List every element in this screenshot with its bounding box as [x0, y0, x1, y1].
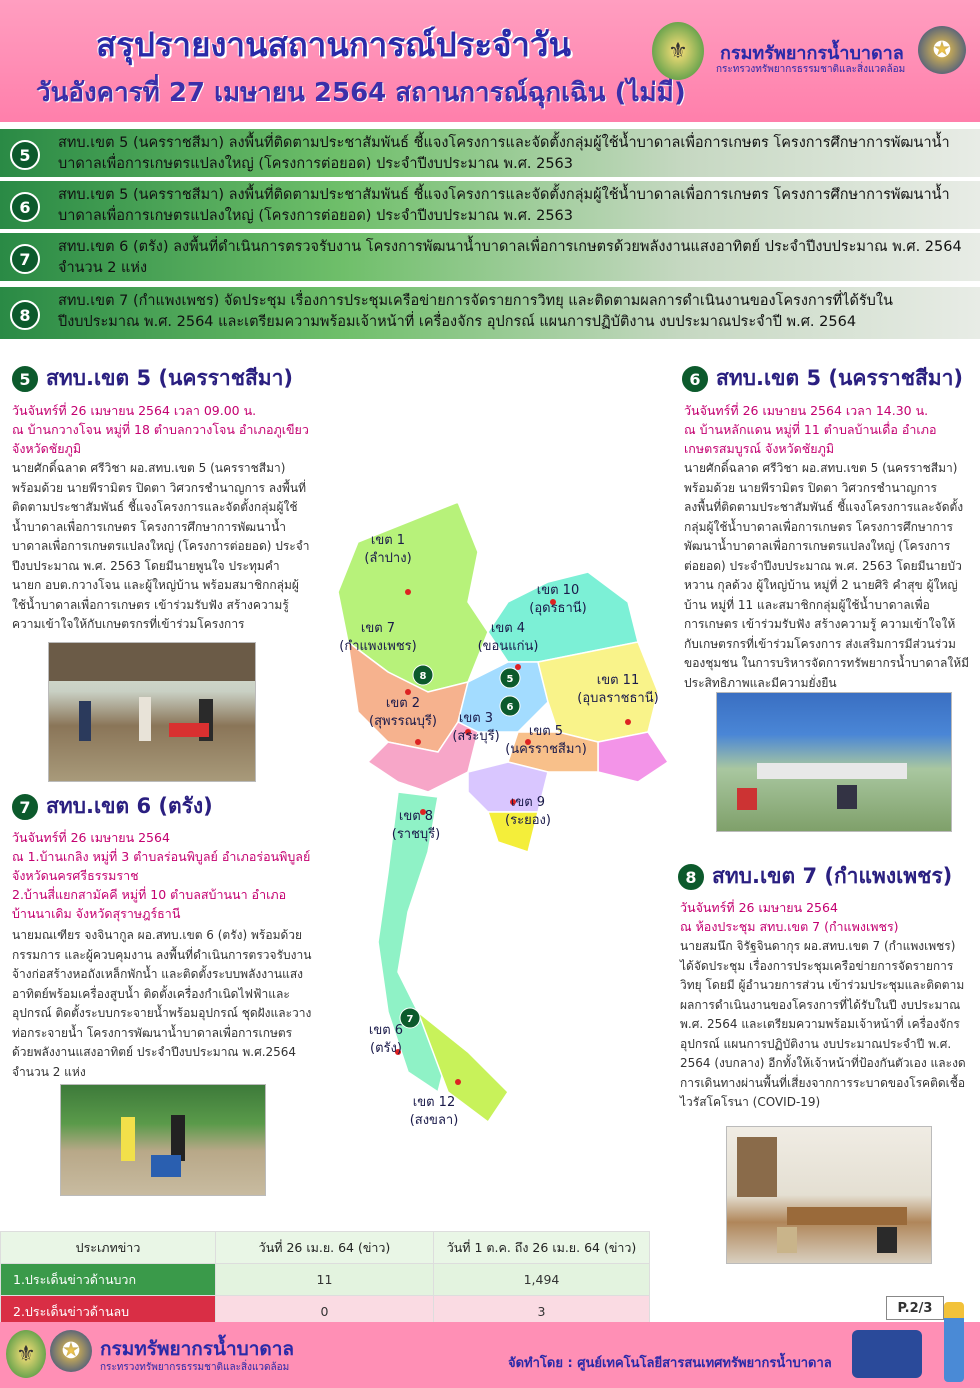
map-label: (ตรัง): [370, 1041, 402, 1056]
section-7-body: นายมณเฑียร จงจินากูล ผอ.สทบ.เขต 6 (ตรัง) พร้อมด้วยกรรมการ และผู้ควบคุมงาน ลงพื้นที่ดำเนินการตรวจรับงานจ้างก่อสร้างหอถังเหล็กพักน้ำ และติดตั้งระบบพลังงานแสงอาทิตย์พร้อมเครื่องสูบน้ำ ติดตั้งเครื่องกำเนิดไฟฟ้าและอุปกรณ์ ติดตั้งระบบกระจายน้ำพร้อมอุปกรณ์ ชุดฝังและวางท่อกระจายน้ำ โครงการพัฒนาน้ำบาดาลเพื่อการเกษตรด้วยพลังงานแสงอาทิตย์ ประจำปีงบประมาณ พ.ศ.2564 จำนวน 2 แห่ง: [12, 928, 312, 1079]
page-number: P.2/3: [886, 1296, 944, 1320]
map-label: (ลำปาง): [364, 551, 412, 566]
map-label: เขต 4: [490, 621, 526, 636]
summary-row: 7 สทบ.เขต 6 (ตรัง) ลงพื้นที่ดำเนินการตรวจรับงาน โครงการพัฒนาน้ำบาดาลเพื่อการเกษตรด้วยพลังงานแสงอาทิตย์ ประจำปีงบประมาณ พ.ศ. 2564 จำนวน 2 แห่ง: [0, 231, 980, 281]
map-label: (ขอนแก่น): [477, 639, 539, 654]
map-label: (สระบุรี): [452, 729, 500, 744]
section-5-title: 5 สทบ.เขต 5 (นครราชสีมา): [10, 362, 293, 395]
drilling-truck-icon: [852, 1330, 922, 1378]
water-tower-icon: [944, 1302, 964, 1382]
header-ministry: กระทรวงทรัพยากรธรรมชาติและสิ่งแวดล้อม: [716, 64, 906, 75]
section-6-body: นายศักดิ์ฉลาด ศรีวิชา ผอ.สทบ.เขต 5 (นครราชสีมา) พร้อมด้วย นายพีรามิตร ปิดตา วิศวกรชำนาญการ ลงพื้นที่ติดตามประชาสัมพันธ์ ชี้แจงโครงการและจัดตั้งกลุ่มผู้ใช้น้ำบาดาลเพื่อการเกษตร โครงการศึกษาการพัฒนาน้ำบาดาลเพื่อการเกษตรแปลงใหญ่ (โครงการต่อยอด) ประจำปีงบประมาณ พ.ศ. 2563 โดยมีนายบัวหวาน กุลด้วง ผู้ใหญ่บ้าน หมู่ที่ 2 นายศิริ คำสุข ผู้ใหญ่บ้าน หมู่ที่ 11 และสมาชิกกลุ่มผู้ใช้น้ำบาดาลเพื่อการเกษตร เข้าร่วมรับฟัง สร้างความรู้ ความเข้าใจให้กับเกษตรกรที่เข้าร่วมโครงการ ส่งเสริมการมีส่วนร่วมของชุมชน ในการบริหารจัดการทรัพยากรน้ำบาดาลให้มีประสิทธิภาพและมีความยั่งยืน: [684, 461, 970, 690]
thailand-map: [328, 492, 678, 1152]
summary-row: 8 สทบ.เขต 7 (กำแพงเพชร) จัดประชุม เรื่องการประชุมเครือข่ายการจัดรายการวิทยุ และติดตามผลการดำเนินงานของโครงการที่ได้รับในปีงบประมาณ พ.ศ. 2564 และเตรียมความพร้อมเจ้าหน้าที่ เครื่องจักร อุปกรณ์ แผนการปฏิบัติงาน งบประมาณประจำปี พ.ศ. 2564: [0, 285, 980, 339]
map-label: (ระยอง): [505, 813, 551, 828]
section-7-date: วันจันทร์ที่ 26 เมษายน 2564 ณ 1.บ้านเกลิง หมู่ที่ 3 ตำบลร่อนพิบูลย์ อำเภอร่อนพิบูลย์ จังหวัดนครศรีธรรมราช 2.บ้านสี่แยกสามัคคี หมู่ที่ 10 ตำบลสบ้านนา อำเภอบ้านนาเดิม จังหวัดสุราษฎร์ธานี: [12, 830, 311, 921]
map-marker: 5: [506, 674, 514, 685]
section-5-body: นายศักดิ์ฉลาด ศรีวิชา ผอ.สทบ.เขต 5 (นครราชสีมา) พร้อมด้วย นายพีรามิตร ปิดตา วิศวกรชำนาญการ ลงพื้นที่ติดตามประชาสัมพันธ์ ชี้แจงโครงการและจัดตั้งกลุ่มผู้ใช้น้ำบาดาลเพื่อการเกษตร โครงการศึกษาการพัฒนาน้ำบาดาลเพื่อการเกษตรแปลงใหญ่ (โครงการต่อยอด) ประจำปีงบประมาณ พ.ศ. 2563 โดยมีนายพูนใจ ประทุมคำ นายก อบต.กวางโจน และผู้ใหญ่บ้าน พร้อมสมาชิกกลุ่มผู้ใช้น้ำบาดาลเพื่อการเกษตร เข้าร่วมรับฟัง สร้างความรู้ความเข้าใจให้กับเกษตรกรที่เข้าร่วมโครงการ: [12, 461, 310, 631]
map-label: (นครราชสีมา): [505, 742, 587, 757]
header-dept: กรมทรัพยากรน้ำบาดาล: [720, 43, 904, 64]
date-line: วันอังคารที่ 27 เมษายน 2564 สถานการณ์ฉุกเฉิน (ไม่มี): [36, 78, 686, 108]
footer-credit: จัดทำโดย : ศูนย์เทคโนโลยีสารสนเทศทรัพยากรน้ำบาดาล: [508, 1356, 832, 1371]
section-7-title: 7 สทบ.เขต 6 (ตรัง): [10, 790, 213, 823]
table-row: 2.ประเด็นข่าวด้านลบ 0 3: [1, 1296, 650, 1328]
summary-row: 5 สทบ.เขต 5 (นครราชสีมา) ลงพื้นที่ติดตามประชาสัมพันธ์ ชี้แจงโครงการและจัดตั้งกลุ่มผู้ใช้น้ำบาดาลเพื่อการเกษตร โครงการศึกษาการพัฒนาน้ำบาดาลเพื่อการเกษตรแปลงใหญ่ (โครงการต่อยอด) ประจำปีงบประมาณ พ.ศ. 2563: [0, 127, 980, 177]
footer-dept: กรมทรัพยากรน้ำบาดาล: [100, 1338, 295, 1360]
map-label: เขต 12: [412, 1095, 456, 1110]
section-6-date: วันจันทร์ที่ 26 เมษายน 2564 เวลา 14.30 น. ณ บ้านหลักแดน หมู่ที่ 11 ตำบลบ้านเดื่อ อำเภอเกษตรสมบูรณ์ จังหวัดชัยภูมิ: [684, 403, 937, 456]
map-label: เขต 3: [458, 711, 494, 726]
map-label: (สุพรรณบุรี): [369, 714, 437, 729]
news-summary-table: ประเภทข่าว วันที่ 26 เม.ย. 64 (ข่าว) วันที่ 1 ต.ค. ถึง 26 เม.ย. 64 (ข่าว) 1.ประเด็นข่าวด้านบวก 11 1,494 2.ประเด็นข่าวด้านลบ 0 3: [0, 1231, 650, 1328]
map-label: เขต 1: [370, 533, 406, 548]
section-8-body: นายสมนึก จิรัฐจินดากุร ผอ.สทบ.เขต 7 (กำแพงเพชร) ได้จัดประชุม เรื่องการประชุมเครือข่ายการจัดรายการวิทยุ โดยมี ผู้อำนวยการส่วน เข้าร่วมประชุมและติดตามผลการดำเนินงานของโครงการที่ได้รับในปี งบประมาณ พ.ศ. 2564 และเตรียมความพร้อมเจ้าหน้าที่ เครื่องจักร อุปกรณ์ แผนการปฏิบัติงาน งบประมาณประจำปี พ.ศ. 2564 (งบกลาง) อีกทั้งให้เจ้าหน้าที่ป้องกันตัวเอง และงดการเดินทางผ่านพื้นที่เสี่ยงจากการระบาดของโรคติดเชื้อไวรัสโคโรนา (COVID-19): [680, 939, 966, 1109]
map-label: (อุดรธานี): [529, 601, 587, 616]
department-emblem-icon: ⚜: [6, 1330, 46, 1378]
map-label: (ราชบุรี): [391, 827, 441, 842]
map-marker: 6: [506, 702, 514, 713]
table-row: 1.ประเด็นข่าวด้านบวก 11 1,494: [1, 1264, 650, 1296]
section-6-photo: [716, 692, 952, 832]
section-8-title: 8 สทบ.เขต 7 (กำแพงเพชร): [676, 860, 952, 893]
ministry-seal-icon: ✪: [50, 1330, 92, 1372]
map-label: เขต 10: [536, 583, 580, 598]
map-label: (อุบลราชธานี): [577, 691, 659, 706]
map-label: เขต 11: [596, 673, 640, 688]
ministry-seal-icon: ✪: [918, 26, 966, 74]
map-label: เขต 2: [385, 696, 421, 711]
summary-row: 6 สทบ.เขต 5 (นครราชสีมา) ลงพื้นที่ติดตามประชาสัมพันธ์ ชี้แจงโครงการและจัดตั้งกลุ่มผู้ใช้น้ำบาดาลเพื่อการเกษตร โครงการศึกษาการพัฒนาน้ำบาดาลเพื่อการเกษตรแปลงใหญ่ (โครงการต่อยอด) ประจำปีงบประมาณ พ.ศ. 2563: [0, 179, 980, 229]
map-label: (กำแพงเพชร): [339, 639, 417, 654]
section-6-title: 6 สทบ.เขต 5 (นครราชสีมา): [680, 362, 963, 395]
page-title: สรุปรายงานสถานการณ์ประจำวัน: [96, 25, 572, 64]
section-7-photo: [60, 1084, 266, 1196]
map-marker: 8: [419, 671, 427, 682]
section-8-date: วันจันทร์ที่ 26 เมษายน 2564 ณ ห้องประชุม สทบ.เขต 7 (กำแพงเพชร): [680, 900, 899, 934]
map-label: เขต 5: [528, 724, 564, 739]
map-label: เขต 7: [360, 621, 396, 636]
map-label: เขต 9: [510, 795, 546, 810]
section-5-photo: [48, 642, 256, 782]
map-label: (สงขลา): [409, 1113, 459, 1128]
map-marker: 7: [406, 1014, 414, 1025]
department-emblem-icon: ⚜: [652, 22, 704, 80]
map-label: เขต 6: [368, 1023, 404, 1038]
section-5-date: วันจันทร์ที่ 26 เมษายน 2564 เวลา 09.00 น. ณ บ้านกวางโจน หมู่ที่ 18 ตำบลกวางโจน อำเภอภูเขียว จังหวัดชัยภูมิ: [12, 403, 309, 456]
map-label: เขต 8: [398, 809, 434, 824]
section-8-photo: [726, 1126, 932, 1264]
footer-ministry: กระทรวงทรัพยากรธรรมชาติและสิ่งแวดล้อม: [100, 1362, 290, 1373]
